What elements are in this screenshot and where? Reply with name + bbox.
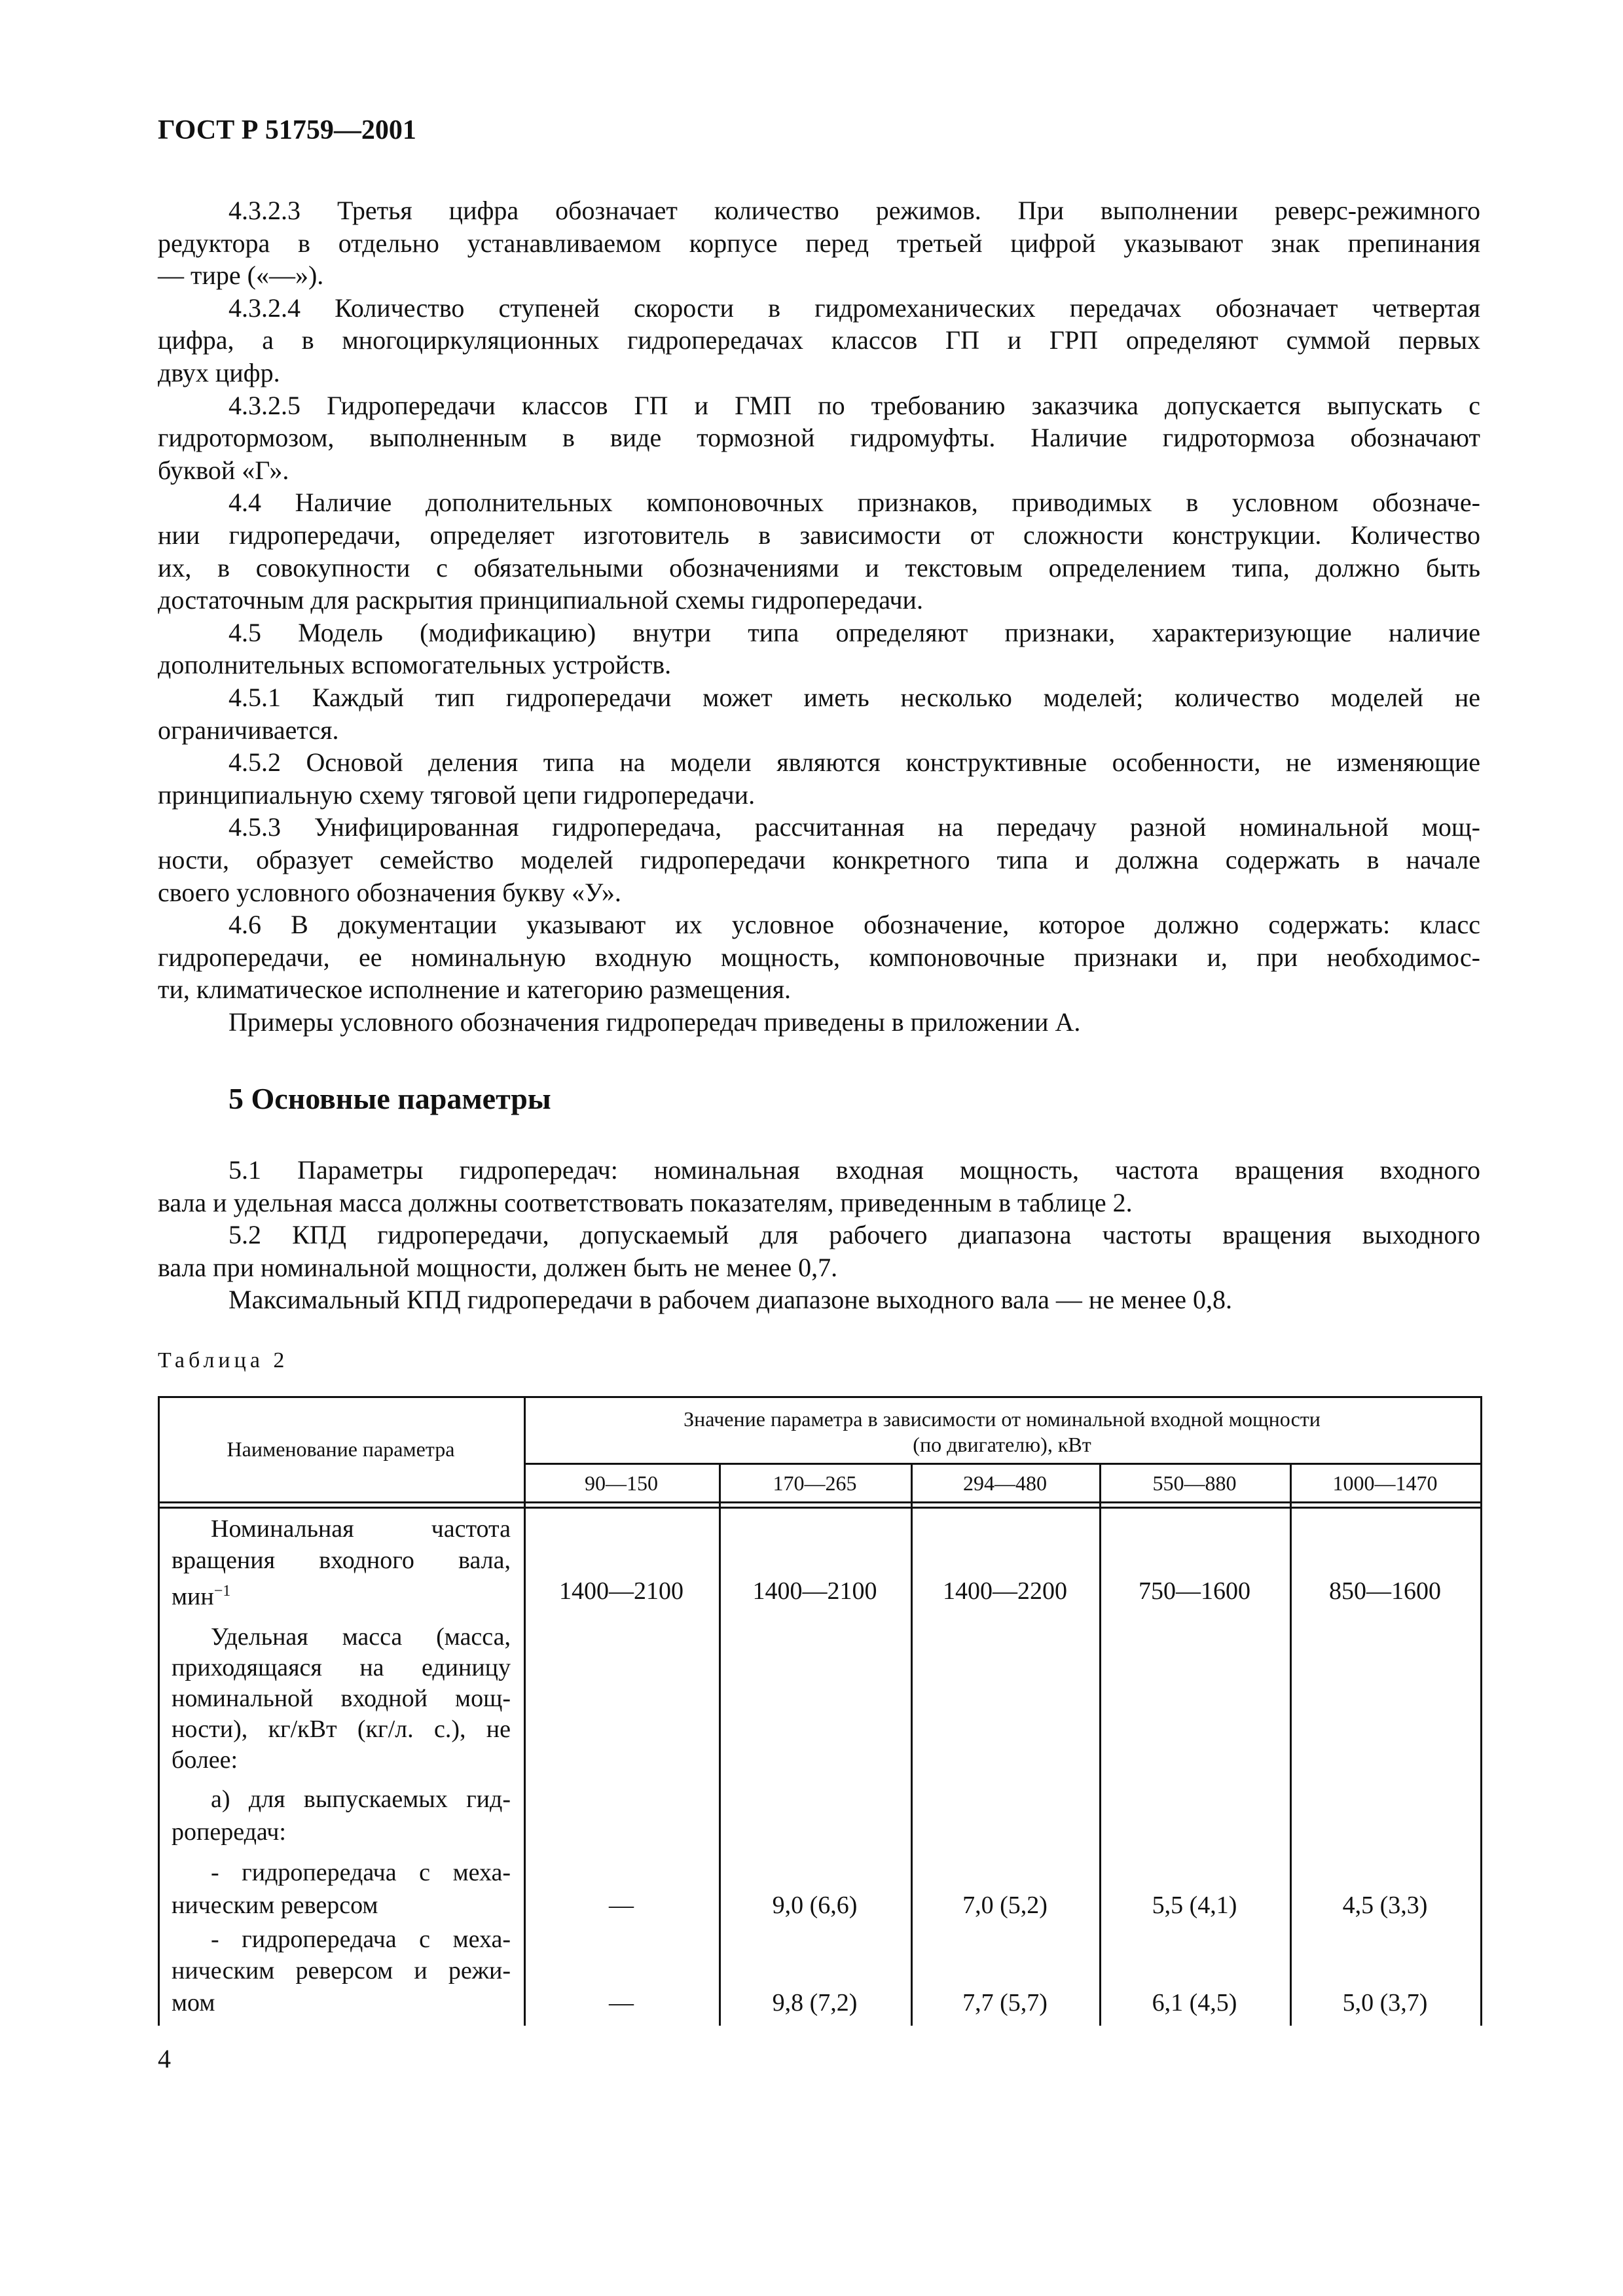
paragraph-line: гидропередачи, ее номинальную входную мощность, компоновочные признаки и, при необходимос- xyxy=(158,942,1480,972)
table-cell-value: 750—1600 xyxy=(1139,1577,1250,1605)
paragraph-line: 4.4 Наличие дополнительных компоновочных признаков, приводимых в условном обозначе- xyxy=(228,488,1480,517)
table-divider xyxy=(1290,1463,1292,2026)
table-cell-value: 5,5 (4,1) xyxy=(1152,1892,1237,1919)
row-label-line: Удельная масса (масса, xyxy=(211,1623,511,1651)
table-cell-value: — xyxy=(609,1892,634,1919)
row-label-line: ническим реверсом xyxy=(172,1892,378,1919)
row-label-line: Номинальная частота xyxy=(211,1515,511,1543)
paragraph-line: 4.5.3 Унифицированная гидропередача, рассчитанная на передачу разной номинальной мощ- xyxy=(228,812,1480,842)
paragraph-line: 4.3.2.5 Гидропередачи классов ГП и ГМП по требованию заказчика допускается выпускать с xyxy=(228,391,1480,420)
row-label-line: мин$^{-1}$ xyxy=(172,1583,231,1607)
table-divider xyxy=(524,1463,1482,1465)
table-divider xyxy=(719,1463,721,2026)
page-number: 4 xyxy=(158,2044,171,2073)
table-cell-value: — xyxy=(609,1989,634,2017)
row-label-line: более: xyxy=(172,1746,238,1774)
col-header-power-range: 294—480 xyxy=(963,1471,1047,1495)
paragraph-line: своего условного обозначения букву «У». xyxy=(158,878,621,907)
col-header-parameter: Наименование параметра xyxy=(227,1437,455,1461)
row-label-line: ропередач: xyxy=(172,1818,286,1846)
col-header-power-range: 550—880 xyxy=(1152,1471,1237,1495)
table-divider xyxy=(158,1501,1482,1503)
table-divider xyxy=(158,1507,1482,1509)
row-label-line: номинальной входной мощ- xyxy=(172,1685,511,1712)
paragraph-line: редуктора в отдельно устанавливаемом корпусе перед третьей цифрой указывают знак препинания xyxy=(158,228,1480,258)
table-cell-value: 5,0 (3,7) xyxy=(1342,1989,1428,2017)
table-cell-value: 1400—2100 xyxy=(752,1577,877,1605)
table-cell-value: 9,8 (7,2) xyxy=(772,1989,858,2017)
table-divider xyxy=(1099,1463,1101,2026)
paragraph-line: ти, климатическое исполнение и категорию размещения. xyxy=(158,975,792,1004)
paragraph-line: ограничивается. xyxy=(158,715,339,745)
document-header: ГОСТ Р 51759—2001 xyxy=(158,115,416,145)
table-cell-value: 7,0 (5,2) xyxy=(962,1892,1048,1919)
table-caption: Таблица 2 xyxy=(158,1348,289,1372)
row-label-line: ническим реверсом и режи- xyxy=(172,1957,511,1984)
paragraph-line: — тире («—»). xyxy=(158,260,324,290)
paragraph-line: буквой «Г». xyxy=(158,456,289,485)
row-label-line: мом xyxy=(172,1989,215,2017)
paragraph-line: цифра, а в многоциркуляционных гидропередачах классов ГП и ГРП определяют суммой первых xyxy=(158,325,1480,355)
paragraph-line: вала и удельная масса должны соответствовать показателям, приведенным в таблице 2. xyxy=(158,1188,1133,1217)
row-label-line: - гидропередача с меха- xyxy=(211,1859,511,1886)
paragraph-line: принципиальную схему тяговой цепи гидропередачи. xyxy=(158,780,756,810)
paragraph-line: 4.5 Модель (модификацию) внутри типа определяют признаки, характеризующие наличие xyxy=(228,618,1480,647)
group-header-line: (по двигателю), кВт xyxy=(913,1433,1091,1456)
paragraph-line: двух цифр. xyxy=(158,358,280,387)
row-label-line: а) для выпускаемых гид- xyxy=(211,1785,511,1813)
paragraph-line: дополнительных вспомогательных устройств. xyxy=(158,650,672,679)
paragraph-line: Примеры условного обозначения гидропередач приведены в приложении А. xyxy=(228,1007,1081,1037)
paragraph-line: нии гидропередачи, определяет изготовитель в зависимости от сложности конструкции. Количество xyxy=(158,520,1480,550)
table-cell-value: 9,0 (6,6) xyxy=(772,1892,858,1919)
row-label-line: вращения входного вала, xyxy=(172,1547,511,1574)
paragraph-line: ности, образует семейство моделей гидропередачи конкретного типа и должна содержать в начале xyxy=(158,845,1480,874)
paragraph-line: 4.5.2 Основой деления типа на модели являются конструктивные особенности, не изменяющие xyxy=(228,747,1480,777)
table-divider xyxy=(911,1463,913,2026)
table-border-top xyxy=(158,1396,1482,1398)
table-cell-value: 850—1600 xyxy=(1329,1577,1441,1605)
table-cell-value: 6,1 (4,5) xyxy=(1152,1989,1237,2017)
paragraph-line: Максимальный КПД гидропередачи в рабочем диапазоне выходного вала — не менее 0,8. xyxy=(228,1285,1232,1314)
paragraph-line: 5.1 Параметры гидропередач: номинальная входная мощность, частота вращения входного xyxy=(228,1155,1480,1185)
table-cell-value: 4,5 (3,3) xyxy=(1342,1892,1428,1919)
group-header-line: Значение параметра в зависимости от номинальной входной мощности xyxy=(684,1407,1321,1431)
col-header-power-range: 1000—1470 xyxy=(1332,1471,1438,1495)
row-label-line: приходящаяся на единицу xyxy=(172,1654,511,1681)
table-cell-value: 1400—2200 xyxy=(943,1577,1067,1605)
paragraph-line: их, в совокупности с обязательными обозначениями и текстовым определением типа, должно быть xyxy=(158,553,1480,583)
paragraph-line: вала при номинальной мощности, должен быть не менее 0,7. xyxy=(158,1253,838,1282)
col-header-power-range: 90—150 xyxy=(585,1471,658,1495)
col-header-power-range: 170—265 xyxy=(773,1471,857,1495)
row-label-line: ности), кг/кВт (кг/л. с.), не xyxy=(172,1715,511,1743)
paragraph-line: 5.2 КПД гидропередачи, допускаемый для рабочего диапазона частоты вращения выходного xyxy=(228,1220,1480,1249)
table-cell-value: 7,7 (5,7) xyxy=(962,1989,1048,2017)
paragraph-line: 4.3.2.4 Количество ступеней скорости в гидромеханических передачах обозначает четвертая xyxy=(228,293,1480,323)
paragraph-line: достаточным для раскрытия принципиальной схемы гидропередачи. xyxy=(158,585,923,615)
table-border-right xyxy=(1480,1396,1482,2026)
paragraph-line: 4.3.2.3 Третья цифра обозначает количество режимов. При выполнении реверс-режимного xyxy=(228,196,1480,225)
unit-superscript: −1 xyxy=(213,1583,231,1600)
section-heading: 5 Основные параметры xyxy=(228,1082,551,1115)
paragraph-line: 4.5.1 Каждый тип гидропередачи может иметь несколько моделей; количество моделей не xyxy=(228,683,1480,712)
paragraph-line: гидротормозом, выполненным в виде тормозной гидромуфты. Наличие гидротормоза обозначают xyxy=(158,423,1480,452)
paragraph-line: 4.6 В документации указывают их условное обозначение, которое должно содержать: класс xyxy=(228,910,1480,939)
table-cell-value: 1400—2100 xyxy=(559,1577,684,1605)
row-label-line: - гидропередача с меха- xyxy=(211,1926,511,1953)
table-border-left xyxy=(158,1396,160,2026)
